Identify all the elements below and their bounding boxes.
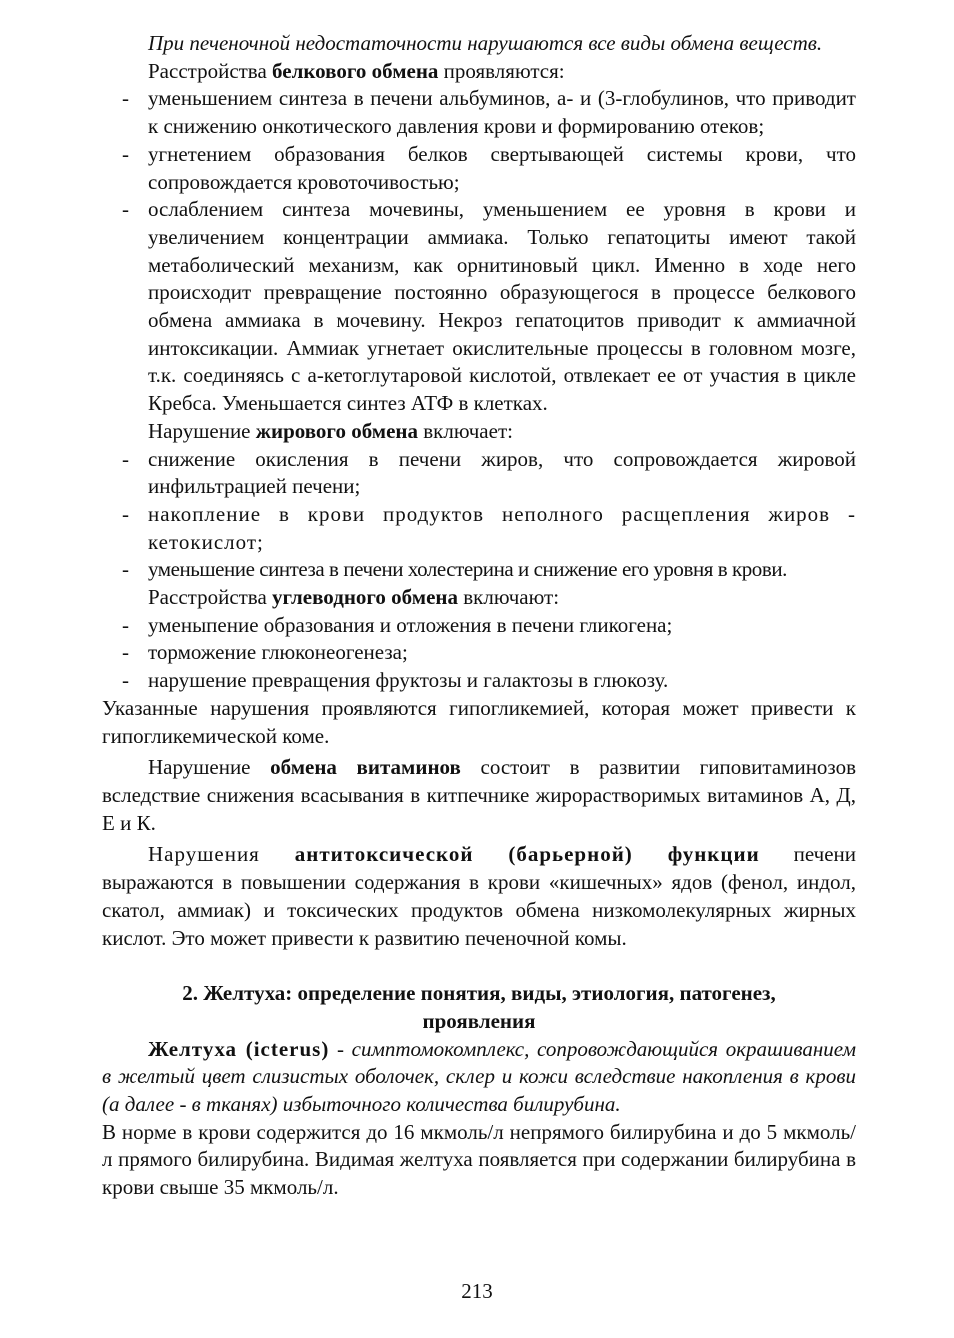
dash-bullet: -: [122, 86, 129, 111]
carb-lead-bold: углеводного обмена: [272, 585, 458, 610]
list-item: [102, 196, 856, 418]
protein-lead: [102, 58, 856, 86]
list-item: [102, 556, 856, 584]
carb-note: Указанные нарушения проявляются гипогликемией, которая может привести к гипогликемической коме.: [102, 695, 856, 748]
vitamins-lead-bold: обмена витаминов: [270, 755, 461, 780]
list-item: [102, 639, 856, 667]
dash-bullet: -: [122, 557, 129, 582]
barrier-lead-bold: антитоксической (барьерной) функции: [294, 842, 760, 867]
definition-text: симптомокомплекс, сопровождающийся окрашиванием в желтый цвет слизистых оболочек, склер и кожи вследствие накопления в крови (а далее - в тканях) избыточного количества билирубина.: [102, 1036, 856, 1117]
barrier-lead-text: Нарушения: [148, 842, 295, 867]
intro-sentence: При печеночной недостаточности нарушаются все виды обмена веществ.: [148, 31, 823, 55]
fat-lead-bold: жирового обмена: [255, 418, 418, 443]
dash-bullet: -: [122, 446, 129, 471]
protein-lead-tail: проявляются:: [438, 58, 565, 83]
list-item-text: снижение окисления в печени жиров, что сопровождается жировой инфильтрацией печени;: [148, 446, 856, 499]
carb-lead-tail: включают:: [458, 585, 560, 610]
jaundice-term: Желтуха (icterus): [148, 1036, 330, 1061]
vitamins-paragraph: [102, 754, 856, 837]
list-item-text: угнетением образования белков свертывающей системы крови, что сопровождается кровоточивостью;: [148, 141, 856, 194]
vitamins-lead-tail: состоит в развитии гиповитаминозов вследствие снижения всасывания в китпечнике жирорастворимых витаминов А, Д, Е и К.: [102, 755, 857, 835]
jaundice-definition: [102, 1036, 856, 1119]
barrier-lead-tail: печени выражаются в повышении содержания в крови «кишечных» ядов (фенол, индол, скатол, аммиак) и токсических продуктов обмена низкомолекулярных жирных кислот. Это может привести к развитию печеночной комы.: [102, 842, 856, 950]
list-item-text: нарушение превращения фруктозы и галактозы в глюкозу.: [148, 668, 669, 693]
dash-bullet: -: [122, 612, 129, 637]
list-item-text: ослаблением синтеза мочевины, уменьшением ее уровня в крови и увеличением концентрации аммиака. Только гепатоциты имеют такой метаболический механизм, как орнитиновый цикл. Именно в ходе него происходит превращение постоянно образующегося в процессе белкового обмена аммиака в мочевину. Некроз гепатоцитов приводит к аммиачной интоксикации. Аммиак угнетает окислительные процессы в головном мозге, т.к. соединяясь с а-кетоглутаровой кислотой, отвлекает ее от участия в цикле Кребса. Уменьшается синтез АТФ в клетках.: [148, 197, 856, 416]
protein-lead-bold: белкового обмена: [272, 58, 439, 83]
carb-lead-text: Расстройства: [148, 585, 273, 610]
definition-dash: -: [329, 1036, 352, 1061]
carb-lead: [102, 584, 856, 612]
fat-lead-tail: включает:: [418, 418, 513, 443]
vitamins-lead-text: Нарушение: [148, 755, 271, 780]
section-heading: [102, 980, 856, 1035]
protein-lead-text: Расстройства: [148, 58, 273, 83]
list-item: [102, 446, 856, 501]
list-item: [102, 667, 856, 695]
list-item: [102, 612, 856, 640]
list-item-text: торможение глюконеогенеза;: [148, 640, 408, 665]
dash-bullet: -: [122, 668, 129, 693]
page-number: 213: [461, 1279, 493, 1303]
dash-bullet: -: [122, 501, 129, 526]
section-heading-line2: проявления: [422, 1008, 536, 1033]
bilirubin-norm: В норме в крови содержится до 16 мкмоль/л непрямого билирубина и до 5 мкмоль/л прямого билирубина. Видимая желтуха появляется при содержании билирубина в крови свыше 35 мкмоль/л.: [102, 1119, 856, 1200]
list-item-text: уменьшение синтеза в печени холестерина и снижение его уровня в крови.: [148, 557, 787, 582]
fat-lead-text: Нарушение: [148, 418, 256, 443]
list-item: [102, 141, 856, 196]
list-item-text: уменьшением синтеза в печени альбуминов, а- и (3-глобулинов, что приводит к снижению онкотического давления крови и формированию отеков;: [148, 86, 856, 139]
list-item-text: накопление в крови продуктов неполного расщепления жиров - кетокислот;: [148, 501, 856, 554]
fat-list: [102, 446, 856, 585]
dash-bullet: -: [122, 197, 129, 222]
list-item: [102, 85, 856, 140]
list-item: [102, 501, 856, 556]
page-body: [102, 30, 856, 1202]
section-heading-line1: 2. Желтуха: определение понятия, виды, этиология, патогенез,: [182, 981, 776, 1006]
dash-bullet: -: [122, 640, 129, 665]
dash-bullet: -: [122, 141, 129, 166]
barrier-paragraph: [102, 841, 856, 952]
carb-list: [102, 612, 856, 695]
fat-lead: [102, 418, 856, 446]
list-item-text: уменыпение образования и отложения в печени гликогена;: [148, 612, 673, 637]
protein-list: [102, 85, 856, 417]
